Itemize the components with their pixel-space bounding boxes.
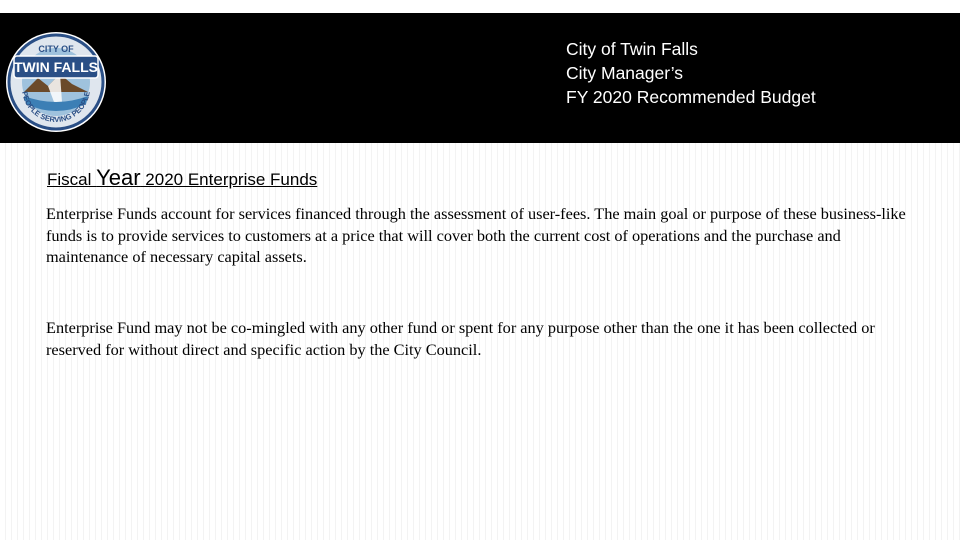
logo-top-text: CITY OF [38, 44, 74, 54]
heading-part-year: Year [96, 165, 141, 190]
header-budget-title: FY 2020 Recommended Budget [566, 87, 816, 107]
paragraph-enterprise-funds-definition: Enterprise Funds account for services financed through the assessment of user-fees. The main goal or purpose of these business-like funds is to provide services to customers at a price that will cover both the current cost of operations and the purchase and maintenance of necessary capital assets. [46, 204, 906, 267]
logo-ring-text: PEOPLE SERVING PEOPLE [20, 90, 92, 125]
heading-part-fiscal: Fiscal [47, 170, 97, 189]
logo-main-text: TWIN FALLS [14, 59, 98, 75]
paragraph-enterprise-funds-restriction: Enterprise Fund may not be co-mingled with any other fund or spent for any purpose other than the one it has been collected or reserved for without direct and specific action by the City Council. [46, 318, 875, 359]
header-title-block [566, 37, 816, 109]
top-strip [0, 0, 960, 13]
header-banner [0, 13, 960, 143]
header-office: City Manager’s [566, 63, 684, 83]
heading-part-rest: 2020 Enterprise Funds [140, 170, 318, 189]
city-seal-logo [4, 30, 108, 134]
section-heading [47, 164, 317, 194]
header-city-name: City of Twin Falls [566, 39, 698, 59]
